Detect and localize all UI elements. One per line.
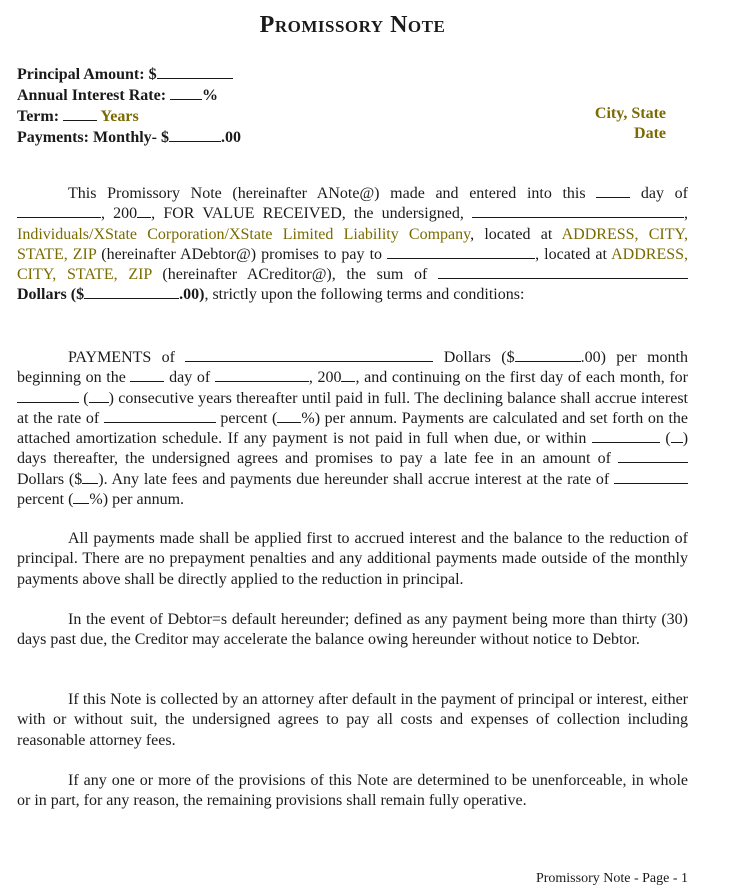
document-title <box>0 12 705 39</box>
late-fee-figure-blank[interactable] <box>82 470 98 484</box>
principal-amount-blank[interactable] <box>157 64 233 79</box>
date: Date <box>634 125 666 142</box>
rate-figure-blank[interactable] <box>277 409 301 423</box>
grace-days-words-blank[interactable] <box>592 429 660 443</box>
year-blank[interactable] <box>137 204 151 218</box>
term-line: Term: Years <box>17 108 139 125</box>
city-state: City, State <box>594 105 666 122</box>
rate-words-blank[interactable] <box>104 409 216 423</box>
years-words-blank[interactable] <box>17 389 79 403</box>
paragraph-application: All payments made shall be applied first to accrued interest and the balance to the reduction of principal. There are no prepayment penalties and any additional payments made outside of the monthly payments above shall be directly applied to the reduction in principal. <box>17 530 688 588</box>
interest-rate-line: Annual Interest Rate: % <box>17 87 219 104</box>
start-year-blank[interactable] <box>341 368 355 382</box>
late-rate-figure-blank[interactable] <box>73 490 89 504</box>
payments-line: Payments: Monthly- $ .00 <box>17 129 241 146</box>
late-fee-words-blank[interactable] <box>618 449 688 463</box>
start-day-blank[interactable] <box>130 368 164 382</box>
page-footer: Promissory Note - Page - 1 <box>535 871 688 886</box>
paragraph-default: In the event of Debtor=s default hereunder; defined as any payment being more than thirty (30) days past due, the Creditor may accelerate the balance owing hereunder without notice to Debtor. <box>17 611 688 649</box>
debtor-address: ADDRESS, CITY, STATE, ZIP <box>17 225 689 263</box>
principal-amount-line: Principal Amount: $ <box>17 64 241 85</box>
principal-figure-blank[interactable] <box>84 285 179 299</box>
debtor-name-blank[interactable] <box>472 204 684 218</box>
month-blank[interactable] <box>17 204 101 218</box>
payment-figure-blank[interactable] <box>515 348 581 362</box>
term-blank[interactable] <box>63 106 97 121</box>
principal-words-blank[interactable] <box>438 265 688 279</box>
paragraph-collection: If this Note is collected by an attorney after default in the payment of principal or interest, either with or without suit, the undersigned agrees to pay all costs and expenses of collection including reasonable attorney fees. <box>17 691 688 749</box>
interest-rate-blank[interactable] <box>170 85 202 100</box>
paragraph-parties: This Promissory Note (hereinafter ANote@) made and entered into this day of , 200 , FOR VALUE RECEIVED, the undersigned, , Individuals/XState Corporation/XState Limited Liability Company, located at ADDRESS, CITY, STATE, ZIP (hereinafter ADebtor@) promises to pay to , located at ADDRESS, CITY, STATE, ZIP (hereinafter ACreditor@), the sum of Dollars ($ .00), strictly upon the following terms and conditions: <box>17 185 689 304</box>
title-text: Promissory Note <box>259 12 446 38</box>
place-date-block <box>595 104 666 144</box>
note-terms-block <box>17 64 241 148</box>
paragraph-severability: If any one or more of the provisions of this Note are determined to be unenforceable, in whole or in part, for any reason, the remaining provisions shall remain fully operative. <box>17 772 688 810</box>
payment-words-blank[interactable] <box>185 348 433 362</box>
creditor-address: ADDRESS, CITY, STATE, ZIP <box>17 245 689 284</box>
start-month-blank[interactable] <box>215 368 309 382</box>
day-blank[interactable] <box>596 184 630 198</box>
grace-days-figure-blank[interactable] <box>671 429 683 443</box>
debtor-entity-type: Individuals/XState Corporation/XState Limited Liability Company <box>17 225 471 243</box>
late-rate-words-blank[interactable] <box>614 470 688 484</box>
paragraph-payments: PAYMENTS of Dollars ($ .00) per month beginning on the day of , 200 , and continuing on the first day of each month, for ( ) consecutive years thereafter until paid in full. The declining balance shall accrue interest at the rate of percent ( %) per annum. Payments are calculated and set forth on the attached amortization schedule. If any payment is not paid in full when due, or within ( ) days thereafter, the undersigned agrees and promises to pay a late fee in an amount of Dollars ($ ). Any late fees and payments due hereunder shall accrue interest at the rate of percent ( %) per annum. <box>17 349 689 509</box>
years-figure-blank[interactable] <box>89 389 109 403</box>
creditor-name-blank[interactable] <box>387 245 535 259</box>
payment-amount-blank[interactable] <box>169 127 221 142</box>
